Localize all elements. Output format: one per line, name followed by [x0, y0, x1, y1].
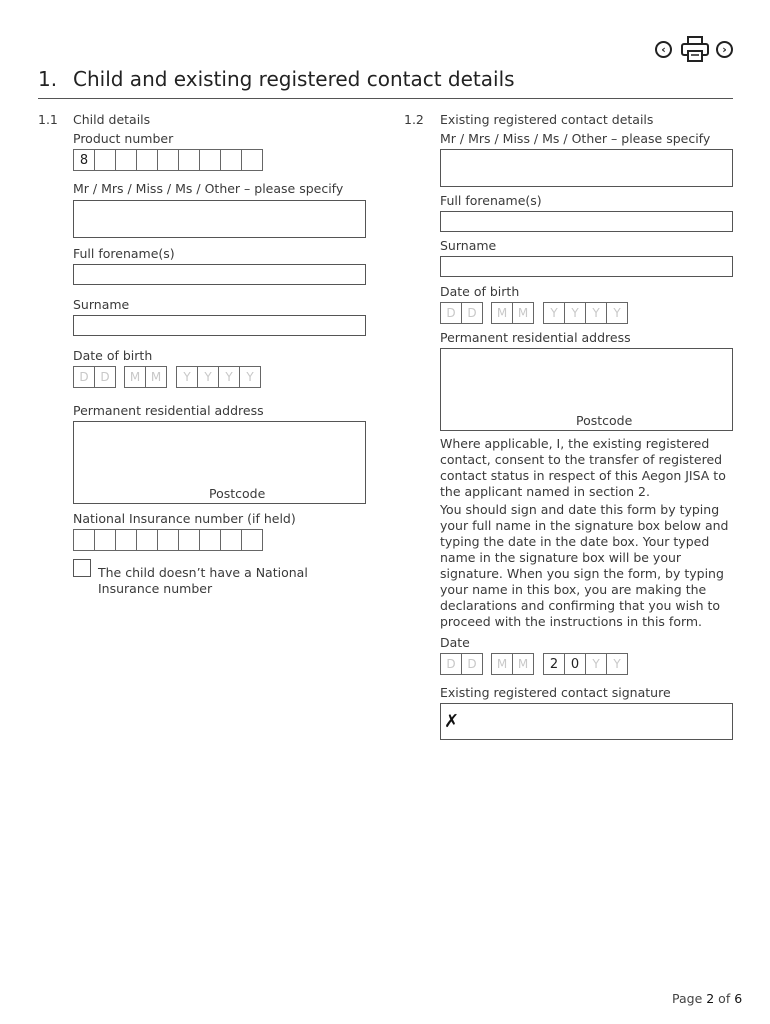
- contact-dob-month-field[interactable]: [491, 302, 534, 324]
- char-cell[interactable]: Y: [197, 366, 219, 388]
- char-cell[interactable]: Y: [606, 302, 628, 324]
- previous-page-icon[interactable]: ‹: [655, 41, 672, 58]
- no-ni-checkbox[interactable]: [73, 559, 91, 577]
- char-cell[interactable]: [220, 529, 242, 551]
- char-cell[interactable]: M: [124, 366, 146, 388]
- char-cell[interactable]: Y: [564, 302, 586, 324]
- contact-title-label: Mr / Mrs / Miss / Ms / Other – please specify: [440, 131, 711, 146]
- char-cell[interactable]: D: [461, 653, 483, 675]
- ni-number-field[interactable]: [73, 529, 263, 551]
- signature-x-mark: ✗: [444, 711, 460, 732]
- contact-dob-label: Date of birth: [440, 284, 520, 299]
- child-section-number: 1.1: [38, 112, 58, 127]
- char-cell[interactable]: [115, 529, 137, 551]
- char-cell[interactable]: [94, 149, 116, 171]
- page-total: 6: [734, 991, 743, 1006]
- signature-field[interactable]: [440, 703, 733, 740]
- char-cell[interactable]: [115, 149, 137, 171]
- char-cell[interactable]: D: [440, 302, 462, 324]
- char-cell[interactable]: M: [491, 302, 513, 324]
- page-of: of: [714, 991, 735, 1006]
- date-month-field[interactable]: [491, 653, 534, 675]
- char-cell[interactable]: [157, 149, 179, 171]
- child-dob-label: Date of birth: [73, 348, 153, 363]
- child-title-field[interactable]: [73, 200, 366, 238]
- char-cell[interactable]: [73, 529, 95, 551]
- next-page-icon[interactable]: ›: [716, 41, 733, 58]
- char-cell[interactable]: M: [512, 302, 534, 324]
- char-cell[interactable]: [157, 529, 179, 551]
- contact-postcode-label: Postcode: [576, 413, 633, 428]
- contact-forename-field[interactable]: [440, 211, 733, 232]
- child-postcode-label: Postcode: [209, 486, 266, 501]
- char-cell[interactable]: M: [145, 366, 167, 388]
- signature-label: Existing registered contact signature: [440, 685, 671, 700]
- contact-address-label: Permanent residential address: [440, 330, 631, 345]
- no-ni-label: The child doesn’t have a National Insurance number: [98, 565, 308, 596]
- char-cell[interactable]: Y: [606, 653, 628, 675]
- date-day-field[interactable]: [440, 653, 483, 675]
- contact-surname-field[interactable]: [440, 256, 733, 277]
- contact-dob-year-field[interactable]: [543, 302, 628, 324]
- char-cell[interactable]: [178, 529, 200, 551]
- page-prefix: Page: [672, 991, 707, 1006]
- char-cell[interactable]: 0: [564, 653, 586, 675]
- char-cell[interactable]: D: [440, 653, 462, 675]
- char-cell[interactable]: D: [94, 366, 116, 388]
- section-divider: [38, 98, 733, 99]
- char-cell[interactable]: Y: [585, 653, 607, 675]
- char-cell[interactable]: 2: [543, 653, 565, 675]
- page-current: 2: [706, 991, 715, 1006]
- char-cell[interactable]: [241, 149, 263, 171]
- contact-forename-label: Full forename(s): [440, 193, 542, 208]
- print-icon[interactable]: [680, 35, 710, 63]
- signing-instructions: You should sign and date this form by typing your full name in the signature box below and typing the date in the date box. Your typed name in the signature box will be your signature. When you sign the form, by typing your name in this box, you are making the declarations and confirming that you wish to proceed with the instructions in this form.: [440, 502, 729, 629]
- char-cell[interactable]: [199, 149, 221, 171]
- child-surname-label: Surname: [73, 297, 130, 312]
- date-label: Date: [440, 635, 470, 650]
- char-cell[interactable]: Y: [585, 302, 607, 324]
- char-cell[interactable]: M: [512, 653, 534, 675]
- char-cell[interactable]: Y: [218, 366, 240, 388]
- char-cell[interactable]: [94, 529, 116, 551]
- char-cell[interactable]: [220, 149, 242, 171]
- char-cell[interactable]: [178, 149, 200, 171]
- contact-surname-label: Surname: [440, 238, 497, 253]
- contact-section-number: 1.2: [404, 112, 424, 127]
- consent-text: Where applicable, I, the existing registered contact, consent to the transfer of registered contact status in respect of this Aegon JISA to the applicant named in section 2.: [440, 436, 726, 499]
- section-number: 1.: [38, 67, 58, 91]
- contact-section-heading: Existing registered contact details: [440, 112, 654, 127]
- char-cell[interactable]: Y: [176, 366, 198, 388]
- char-cell[interactable]: 8: [73, 149, 95, 171]
- char-cell[interactable]: D: [461, 302, 483, 324]
- contact-title-field[interactable]: [440, 149, 733, 187]
- product-number-field[interactable]: [73, 149, 263, 171]
- child-surname-field[interactable]: [73, 315, 366, 336]
- contact-dob-day-field[interactable]: [440, 302, 483, 324]
- char-cell[interactable]: [199, 529, 221, 551]
- char-cell[interactable]: Y: [239, 366, 261, 388]
- date-year-field[interactable]: [543, 653, 628, 675]
- product-number-label: Product number: [73, 131, 174, 146]
- char-cell[interactable]: [136, 529, 158, 551]
- page-indicator: [672, 991, 742, 1006]
- child-forename-field[interactable]: [73, 264, 366, 285]
- char-cell[interactable]: [241, 529, 263, 551]
- char-cell[interactable]: [136, 149, 158, 171]
- child-dob-year-field[interactable]: [176, 366, 261, 388]
- child-dob-month-field[interactable]: [124, 366, 167, 388]
- child-address-label: Permanent residential address: [73, 403, 264, 418]
- char-cell[interactable]: D: [73, 366, 95, 388]
- char-cell[interactable]: Y: [543, 302, 565, 324]
- child-forename-label: Full forename(s): [73, 246, 175, 261]
- child-dob-day-field[interactable]: [73, 366, 116, 388]
- ni-number-label: National Insurance number (if held): [73, 511, 296, 526]
- char-cell[interactable]: M: [491, 653, 513, 675]
- child-title-label: Mr / Mrs / Miss / Ms / Other – please specify: [73, 181, 344, 196]
- section-title: Child and existing registered contact details: [73, 67, 515, 91]
- child-section-heading: Child details: [73, 112, 151, 127]
